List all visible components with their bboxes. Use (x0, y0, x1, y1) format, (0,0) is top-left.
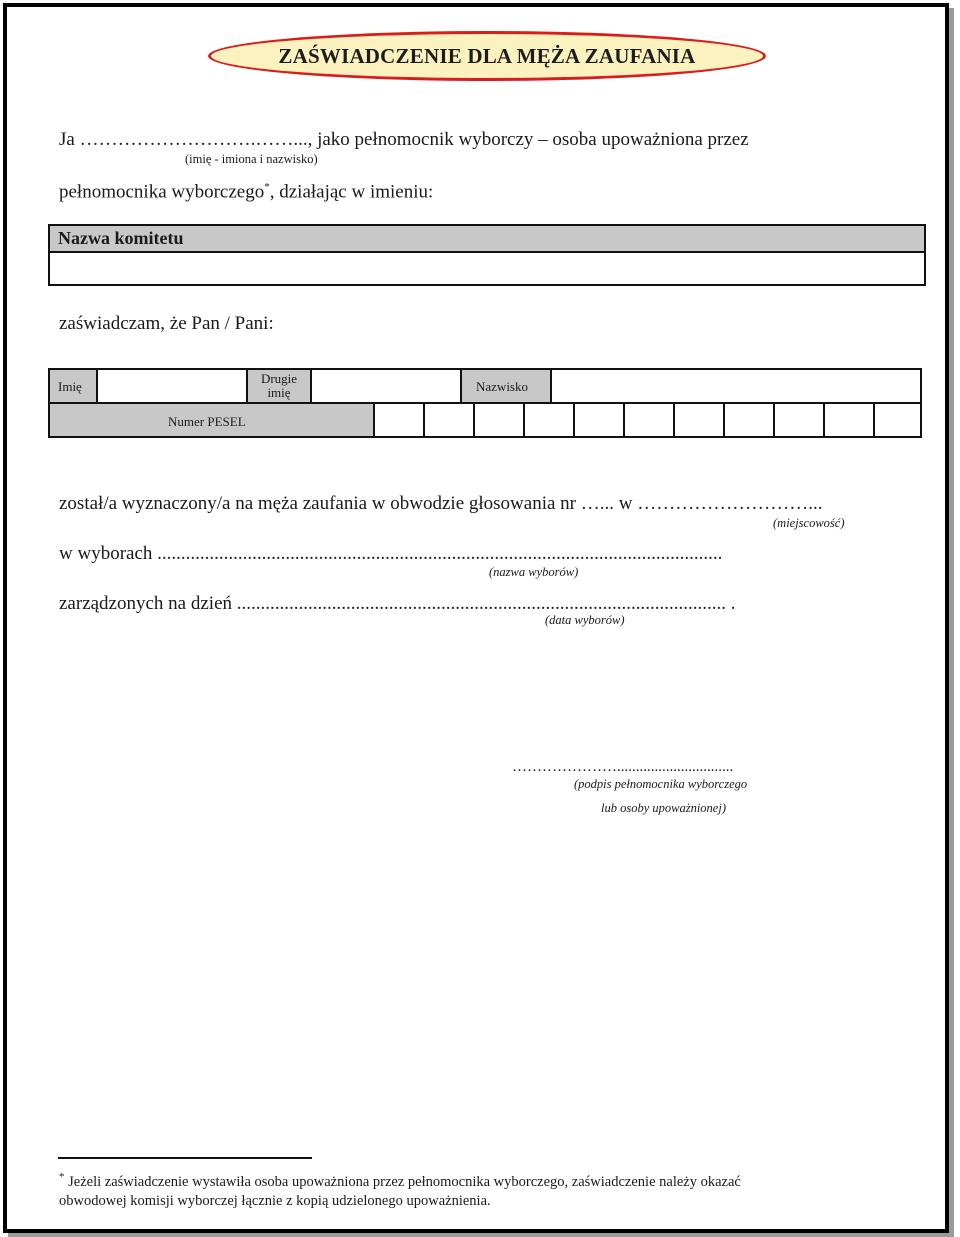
second-name-label-line2: imię (267, 385, 291, 400)
elections-caption: (nazwa wyborów) (489, 565, 579, 579)
authority-text-a: pełnomocnika wyborczego (59, 181, 265, 203)
committee-name-field[interactable] (50, 253, 924, 286)
declarant-caption: (imię - imiona i nazwisko) (185, 152, 318, 166)
certificate-page (3, 3, 949, 1233)
authority-text-b: , działając w imieniu: (269, 181, 434, 203)
date-caption: (data wyborów) (545, 613, 625, 627)
surname-label: Nazwisko (462, 370, 550, 402)
pesel-digit-box[interactable] (775, 404, 823, 436)
elections-line: w wyborach ....................................................................................................................... (59, 543, 723, 564)
surname-field[interactable] (552, 370, 920, 402)
second-name-label-line1: Drugie (260, 371, 298, 386)
footnote-star: * (59, 1171, 65, 1183)
committee-box (48, 224, 926, 286)
pesel-digit-box[interactable] (425, 404, 473, 436)
title-highlight (208, 31, 766, 81)
pesel-digit-box[interactable] (475, 404, 523, 436)
appointed-line: został/a wyznaczony/a na męża zaufania w obwodzie głosowania nr …... w ………………………... (59, 493, 823, 514)
place-caption: (miejscowość) (773, 516, 845, 530)
footnote-text1: Jeżeli zaświadczenie wystawiła osoba upoważniona przez pełnomocnika wyborczego, zaświadczenie należy okazać (64, 1173, 741, 1190)
declarant-line: Ja ……………………….……..., jako pełnomocnik wyborczy – osoba upoważniona przez (59, 129, 749, 150)
second-name-label (248, 370, 310, 402)
signature-caption-line1: (podpis pełnomocnika wyborczego (574, 777, 748, 791)
footnote-separator (58, 1157, 312, 1159)
footnote-line2: obwodowej komisji wyborczej łącznie z kopią udzielonego upoważnienia. (59, 1193, 491, 1209)
signature-caption-line2: lub osoby upoważnionej) (601, 801, 726, 815)
pesel-digit-box[interactable] (375, 404, 423, 436)
certify-line: zaświadczam, że Pan / Pani: (59, 313, 274, 334)
signature-line: …………………............................... (512, 759, 734, 775)
pesel-digit-box[interactable] (825, 404, 873, 436)
pesel-digit-box[interactable] (525, 404, 573, 436)
first-name-field[interactable] (98, 370, 246, 402)
pesel-digit-box[interactable] (675, 404, 723, 436)
person-table (48, 368, 922, 438)
authority-line (59, 181, 433, 203)
document-title: ZAŚWIADCZENIE DLA MĘŻA ZAUFANIA (278, 43, 696, 68)
first-name-label: Imię (50, 370, 96, 402)
ordered-line: zarządzonych na dzień ....................................................................................................... . (59, 593, 736, 614)
footnote-marker: * (264, 181, 270, 193)
pesel-label: Numer PESEL (50, 404, 373, 436)
pesel-digit-box[interactable] (875, 404, 920, 436)
footnote-line1 (59, 1171, 741, 1191)
pesel-digit-box[interactable] (575, 404, 623, 436)
pesel-digit-box[interactable] (625, 404, 673, 436)
second-name-field[interactable] (312, 370, 460, 402)
pesel-digit-box[interactable] (725, 404, 773, 436)
committee-label: Nazwa komitetu (50, 226, 924, 253)
